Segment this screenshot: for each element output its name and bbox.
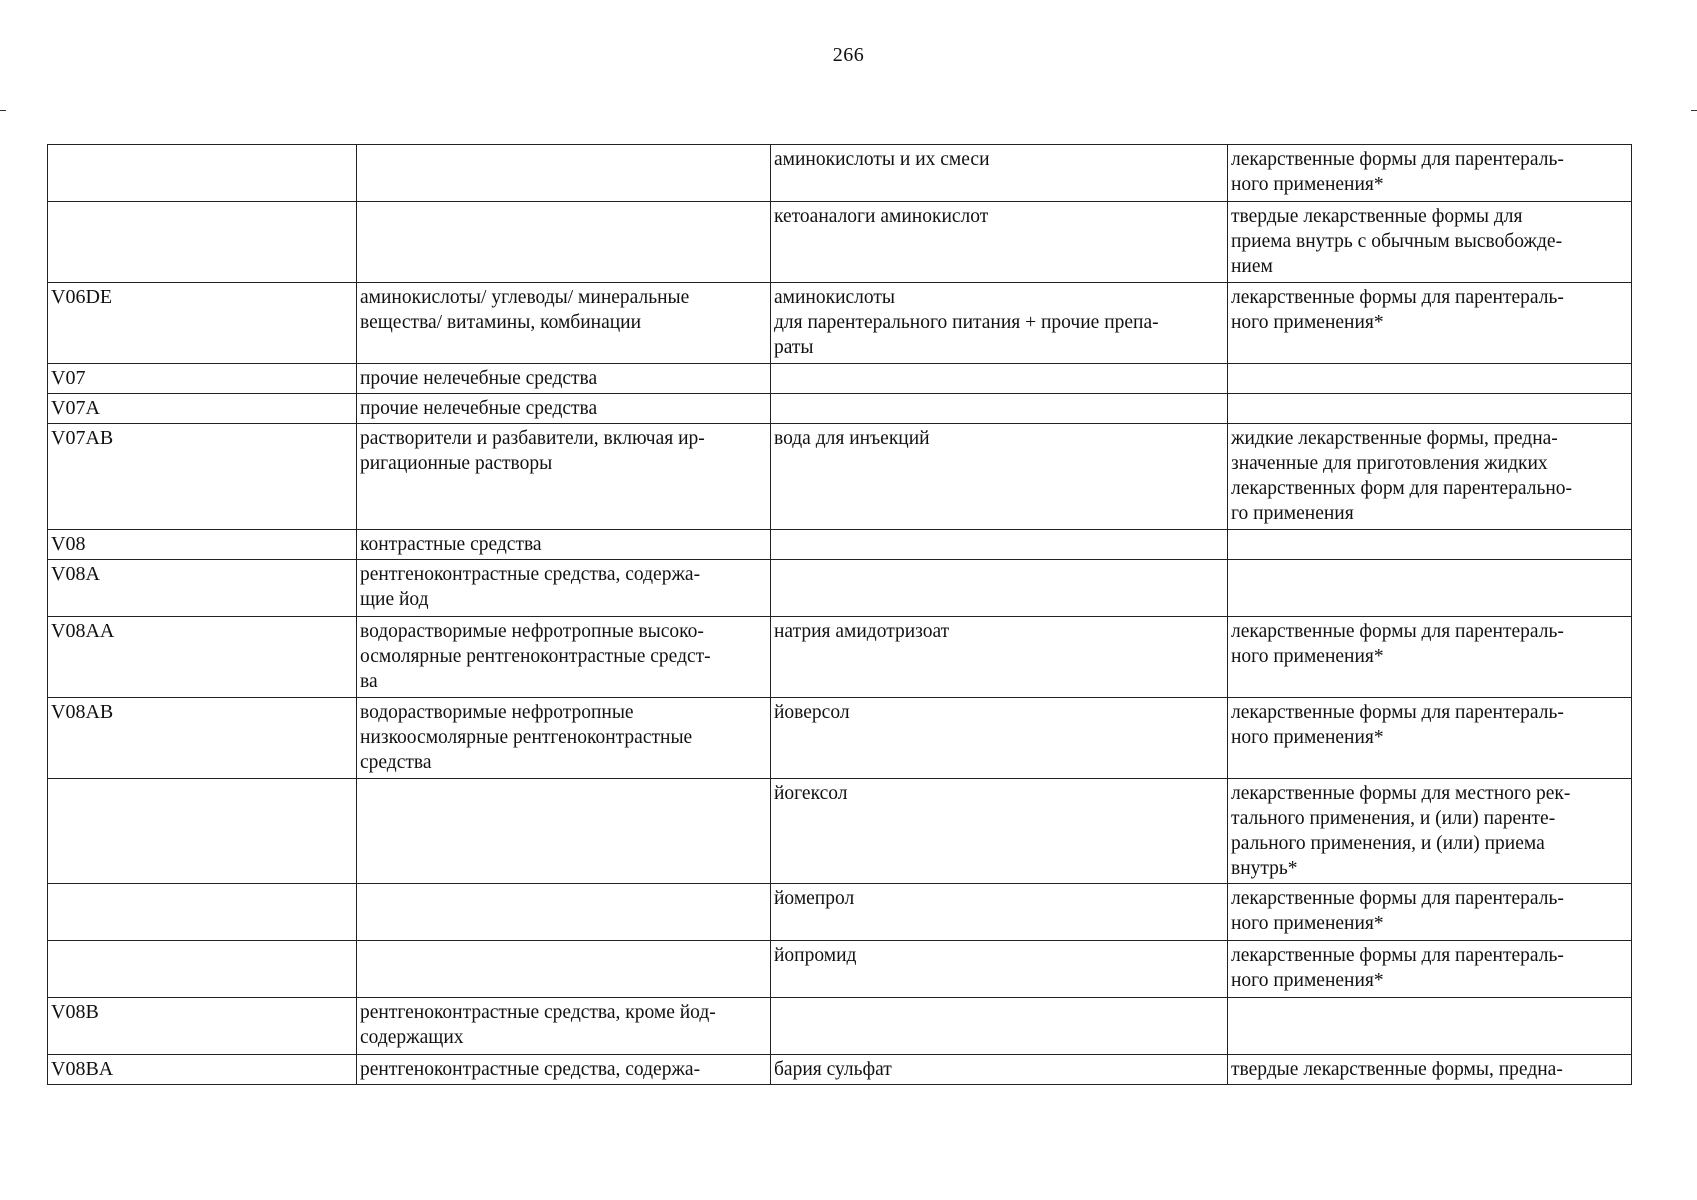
cell-atc-code xyxy=(48,779,357,884)
cell-dosage-form xyxy=(1228,560,1632,617)
cell-atc-code: V07A xyxy=(48,394,357,424)
cell-atc-code: V06DE xyxy=(48,283,357,364)
cell-drug-name: йомепрол xyxy=(771,884,1228,941)
left-edge-mark xyxy=(0,110,6,111)
cell-atc-code: V08B xyxy=(48,998,357,1055)
cell-drug-name xyxy=(771,560,1228,617)
cell-anatomical-group xyxy=(357,941,771,998)
cell-atc-code: V08 xyxy=(48,530,357,560)
cell-drug-name: йопромид xyxy=(771,941,1228,998)
cell-drug-name xyxy=(771,530,1228,560)
table-row xyxy=(48,560,1632,617)
cell-drug-name: аминокислоты для парентерального питания + прочие препа- раты xyxy=(771,283,1228,364)
cell-drug-name: кетоаналоги аминокислот xyxy=(771,202,1228,283)
cell-atc-code xyxy=(48,145,357,202)
cell-atc-code: V08A xyxy=(48,560,357,617)
table-row xyxy=(48,998,1632,1055)
cell-anatomical-group: прочие нелечебные средства xyxy=(357,394,771,424)
cell-dosage-form xyxy=(1228,530,1632,560)
cell-anatomical-group xyxy=(357,779,771,884)
cell-anatomical-group xyxy=(357,202,771,283)
cell-anatomical-group xyxy=(357,884,771,941)
cell-dosage-form: лекарственные формы для парентераль- ного применения* xyxy=(1228,283,1632,364)
cell-dosage-form: твердые лекарственные формы для приема внутрь с обычным высвобожде- нием xyxy=(1228,202,1632,283)
table-row xyxy=(48,424,1632,530)
cell-atc-code: V08BA xyxy=(48,1055,357,1085)
table-row xyxy=(48,617,1632,698)
cell-dosage-form: жидкие лекарственные формы, предна- значенные для приготовления жидких лекарственных форм для парентерально- го применения xyxy=(1228,424,1632,530)
cell-dosage-form: твердые лекарственные формы, предна- xyxy=(1228,1055,1632,1085)
cell-dosage-form xyxy=(1228,364,1632,394)
cell-drug-name xyxy=(771,364,1228,394)
table-row xyxy=(48,884,1632,941)
table-row xyxy=(48,698,1632,779)
cell-anatomical-group: водорастворимые нефротропные высоко- осмолярные рентгеноконтрастные средст- ва xyxy=(357,617,771,698)
drug-classification-table xyxy=(47,144,1632,1085)
cell-drug-name: аминокислоты и их смеси xyxy=(771,145,1228,202)
cell-drug-name xyxy=(771,394,1228,424)
cell-dosage-form xyxy=(1228,998,1632,1055)
table-row xyxy=(48,941,1632,998)
table-row xyxy=(48,779,1632,884)
table-row xyxy=(48,145,1632,202)
table-row xyxy=(48,283,1632,364)
cell-drug-name: йоверсол xyxy=(771,698,1228,779)
cell-atc-code: V08AA xyxy=(48,617,357,698)
cell-drug-name: натрия амидотризоат xyxy=(771,617,1228,698)
cell-atc-code: V08AB xyxy=(48,698,357,779)
cell-dosage-form: лекарственные формы для парентераль- ного применения* xyxy=(1228,884,1632,941)
table-row xyxy=(48,202,1632,283)
cell-anatomical-group xyxy=(357,145,771,202)
right-edge-mark xyxy=(1691,110,1697,111)
cell-dosage-form: лекарственные формы для парентераль- ного применения* xyxy=(1228,698,1632,779)
cell-anatomical-group: водорастворимые нефротропные низкоосмолярные рентгеноконтрастные средства xyxy=(357,698,771,779)
cell-atc-code xyxy=(48,941,357,998)
page-number: 266 xyxy=(832,44,865,66)
table-row xyxy=(48,530,1632,560)
cell-dosage-form: лекарственные формы для парентераль- ного применения* xyxy=(1228,941,1632,998)
table-row xyxy=(48,394,1632,424)
cell-atc-code xyxy=(48,202,357,283)
cell-drug-name: йогексол xyxy=(771,779,1228,884)
cell-anatomical-group: рентгеноконтрастные средства, кроме йод- содержащих xyxy=(357,998,771,1055)
cell-anatomical-group: рентгеноконтрастные средства, содержа- xyxy=(357,1055,771,1085)
cell-anatomical-group: аминокислоты/ углеводы/ минеральные вещества/ витамины, комбинации xyxy=(357,283,771,364)
cell-dosage-form: лекарственные формы для местного рек- тального применения, и (или) паренте- рального применения, и (или) приема внутрь* xyxy=(1228,779,1632,884)
cell-drug-name: бария сульфат xyxy=(771,1055,1228,1085)
cell-drug-name xyxy=(771,998,1228,1055)
cell-anatomical-group: контрастные средства xyxy=(357,530,771,560)
cell-drug-name: вода для инъекций xyxy=(771,424,1228,530)
cell-atc-code: V07 xyxy=(48,364,357,394)
cell-dosage-form xyxy=(1228,394,1632,424)
cell-anatomical-group: рентгеноконтрастные средства, содержа- щие йод xyxy=(357,560,771,617)
table-row xyxy=(48,1055,1632,1085)
cell-anatomical-group: растворители и разбавители, включая ир- ригационные растворы xyxy=(357,424,771,530)
cell-atc-code xyxy=(48,884,357,941)
cell-atc-code: V07AB xyxy=(48,424,357,530)
table-row xyxy=(48,364,1632,394)
table-body xyxy=(48,145,1632,1085)
cell-dosage-form: лекарственные формы для парентераль- ного применения* xyxy=(1228,145,1632,202)
cell-dosage-form: лекарственные формы для парентераль- ного применения* xyxy=(1228,617,1632,698)
cell-anatomical-group: прочие нелечебные средства xyxy=(357,364,771,394)
